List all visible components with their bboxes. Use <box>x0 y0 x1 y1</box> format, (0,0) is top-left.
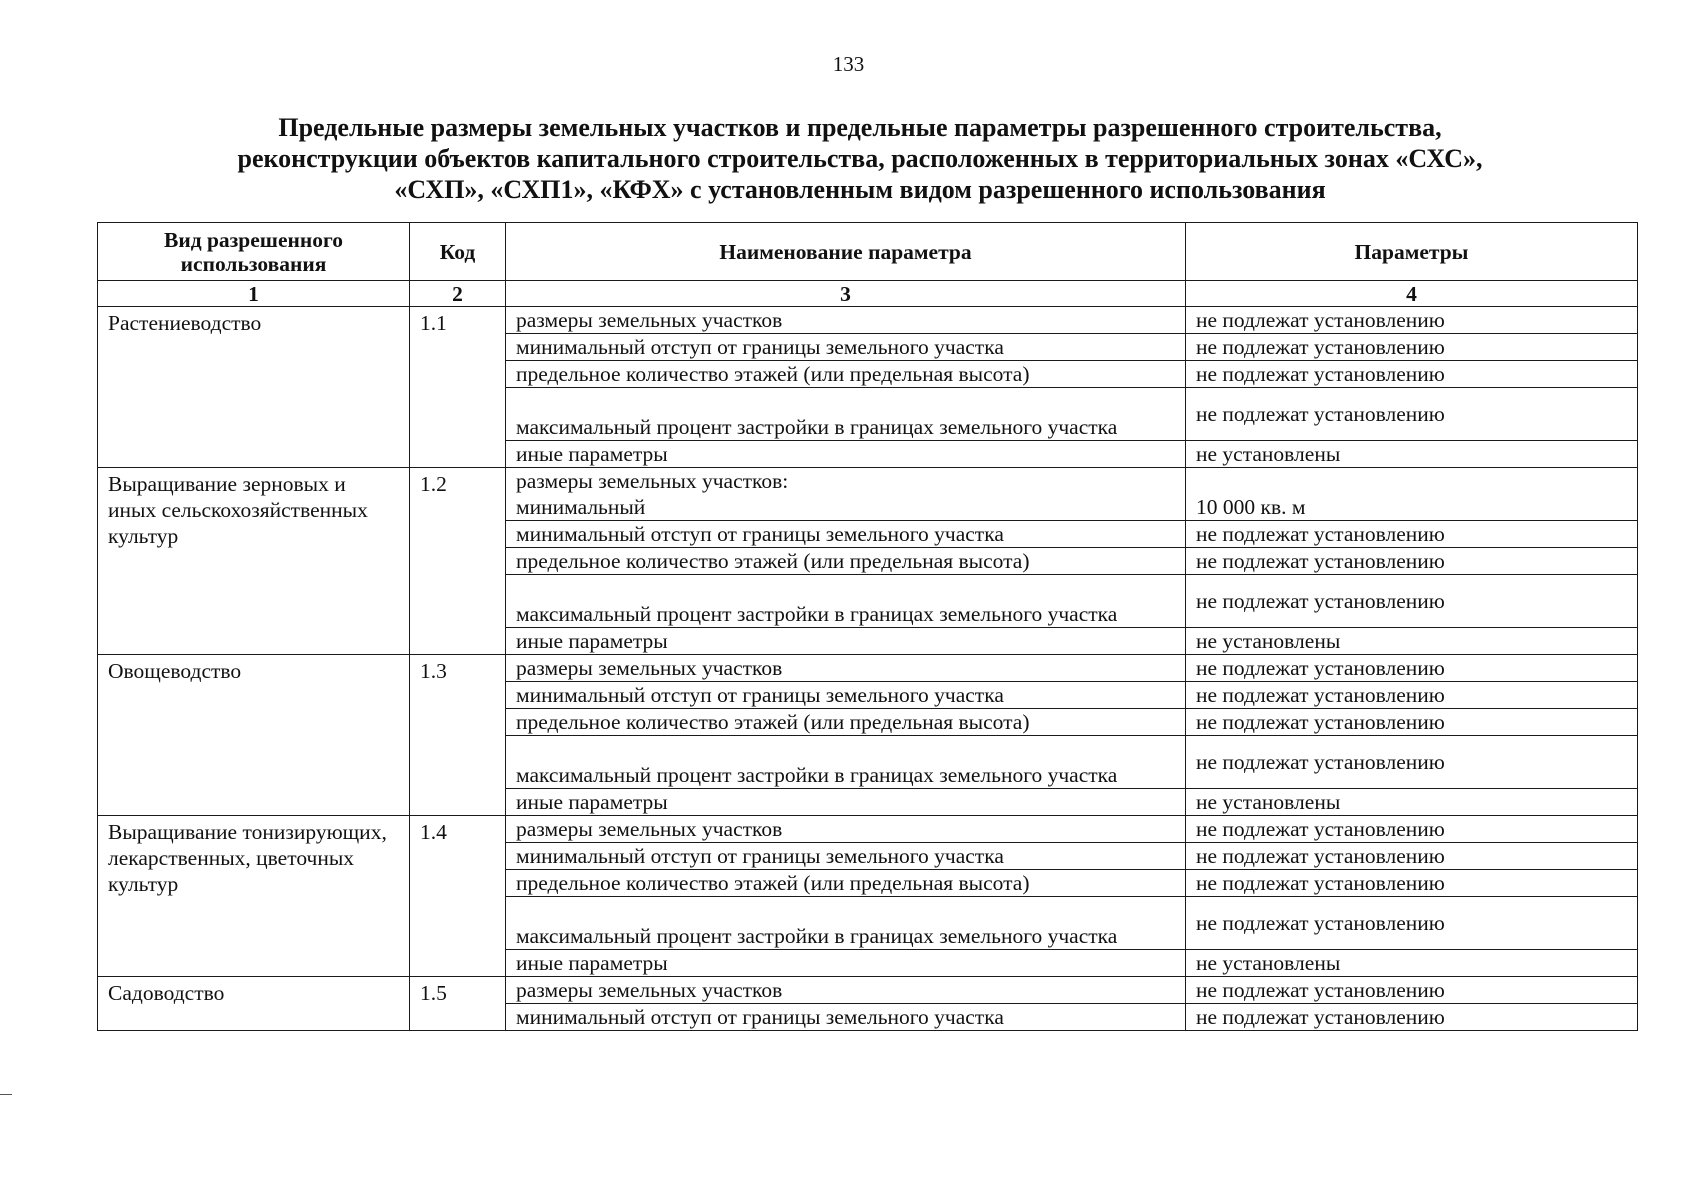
parameter-name-subtext: минимальный <box>516 495 646 519</box>
parameter-name-cell: максимальный процент застройки в границах земельного участка <box>506 575 1186 628</box>
parameter-value-cell: не подлежат установлению <box>1186 361 1638 388</box>
use-type-cell: Растениеводство <box>98 307 410 468</box>
table-row <box>98 468 1638 521</box>
document-title <box>170 112 1550 205</box>
header-use-type: Вид разрешенного использования <box>98 223 410 281</box>
code-cell: 1.4 <box>410 816 506 977</box>
code-cell: 1.2 <box>410 468 506 655</box>
parameter-value-cell: не подлежат установлению <box>1186 897 1638 950</box>
parameter-value-cell: не подлежат установлению <box>1186 521 1638 548</box>
parameter-name-cell: размеры земельных участков <box>506 816 1186 843</box>
parameter-value-cell: не подлежат установлению <box>1186 655 1638 682</box>
parameter-name-cell: иные параметры <box>506 950 1186 977</box>
parameter-value-cell: не подлежат установлению <box>1186 307 1638 334</box>
parameter-value-cell: не подлежат установлению <box>1186 736 1638 789</box>
parameter-name-cell: максимальный процент застройки в границах земельного участка <box>506 897 1186 950</box>
parameter-value-cell: не подлежат установлению <box>1186 388 1638 441</box>
parameter-name-cell: иные параметры <box>506 441 1186 468</box>
parameter-name-cell: минимальный отступ от границы земельного участка <box>506 682 1186 709</box>
page-number: 133 <box>832 52 865 76</box>
parameter-name-cell: предельное количество этажей (или предельная высота) <box>506 548 1186 575</box>
header-parameter-name: Наименование параметра <box>506 223 1186 281</box>
parameter-name-cell: размеры земельных участков <box>506 307 1186 334</box>
parameter-name-cell: максимальный процент застройки в границах земельного участка <box>506 388 1186 441</box>
use-type-cell: Овощеводство <box>98 655 410 816</box>
parameter-value-cell: не подлежат установлению <box>1186 682 1638 709</box>
parameter-value-cell: не подлежат установлению <box>1186 977 1638 1004</box>
column-number: 3 <box>506 281 1186 307</box>
title-line: «СХП», «СХП1», «КФХ» с установленным видом разрешенного использования <box>394 175 1326 204</box>
column-number-row <box>98 281 1638 307</box>
table-row <box>98 816 1638 843</box>
header-code: Код <box>410 223 506 281</box>
parameter-value-cell: не подлежат установлению <box>1186 709 1638 736</box>
parameter-value-cell: не установлены <box>1186 628 1638 655</box>
column-number: 2 <box>410 281 506 307</box>
table-header-row <box>98 223 1638 281</box>
code-cell: 1.1 <box>410 307 506 468</box>
parameter-name-cell: минимальный отступ от границы земельного участка <box>506 843 1186 870</box>
use-type-cell: Садоводство <box>98 977 410 1031</box>
code-cell: 1.3 <box>410 655 506 816</box>
table-body <box>98 307 1638 1031</box>
use-type-cell: Выращивание зерновых и иных сельскохозяйственных культур <box>98 468 410 655</box>
parameter-name-cell: иные параметры <box>506 789 1186 816</box>
table-row <box>98 655 1638 682</box>
parameter-value-cell: не подлежат установлению <box>1186 843 1638 870</box>
parameter-name-cell: минимальный отступ от границы земельного участка <box>506 1004 1186 1031</box>
parameter-value-cell: не установлены <box>1186 441 1638 468</box>
parameter-name-cell: иные параметры <box>506 628 1186 655</box>
parameter-value-cell: не подлежат установлению <box>1186 575 1638 628</box>
parameter-name-cell <box>506 468 1186 521</box>
column-number: 4 <box>1186 281 1638 307</box>
parameter-value-cell: не установлены <box>1186 950 1638 977</box>
title-line: реконструкции объектов капитального строительства, расположенных в территориальных зонах «СХС», <box>237 144 1483 173</box>
parameter-name-cell: предельное количество этажей (или предельная высота) <box>506 709 1186 736</box>
parameter-value-cell: 10 000 кв. м <box>1186 468 1638 521</box>
parameters-table <box>97 222 1638 1031</box>
margin-mark <box>0 1094 12 1095</box>
parameter-name-text: размеры земельных участков: <box>516 469 789 493</box>
parameter-name-cell: предельное количество этажей (или предельная высота) <box>506 870 1186 897</box>
table-row <box>98 307 1638 334</box>
use-type-cell: Выращивание тонизирующих, лекарственных, цветочных культур <box>98 816 410 977</box>
parameter-name-cell: минимальный отступ от границы земельного участка <box>506 334 1186 361</box>
parameter-value-cell: не установлены <box>1186 789 1638 816</box>
parameter-name-cell: максимальный процент застройки в границах земельного участка <box>506 736 1186 789</box>
code-cell: 1.5 <box>410 977 506 1031</box>
parameter-value-cell: не подлежат установлению <box>1186 334 1638 361</box>
parameter-value-cell: не подлежат установлению <box>1186 1004 1638 1031</box>
column-number: 1 <box>98 281 410 307</box>
parameter-name-cell: размеры земельных участков <box>506 655 1186 682</box>
title-line: Предельные размеры земельных участков и предельные параметры разрешенного строительства, <box>278 113 1442 142</box>
parameter-value-cell: не подлежат установлению <box>1186 816 1638 843</box>
parameter-name-cell: предельное количество этажей (или предельная высота) <box>506 361 1186 388</box>
parameter-name-cell: размеры земельных участков <box>506 977 1186 1004</box>
parameter-value-cell: не подлежат установлению <box>1186 870 1638 897</box>
header-parameters: Параметры <box>1186 223 1638 281</box>
parameter-name-cell: минимальный отступ от границы земельного участка <box>506 521 1186 548</box>
parameter-value-cell: не подлежат установлению <box>1186 548 1638 575</box>
table-row <box>98 977 1638 1004</box>
